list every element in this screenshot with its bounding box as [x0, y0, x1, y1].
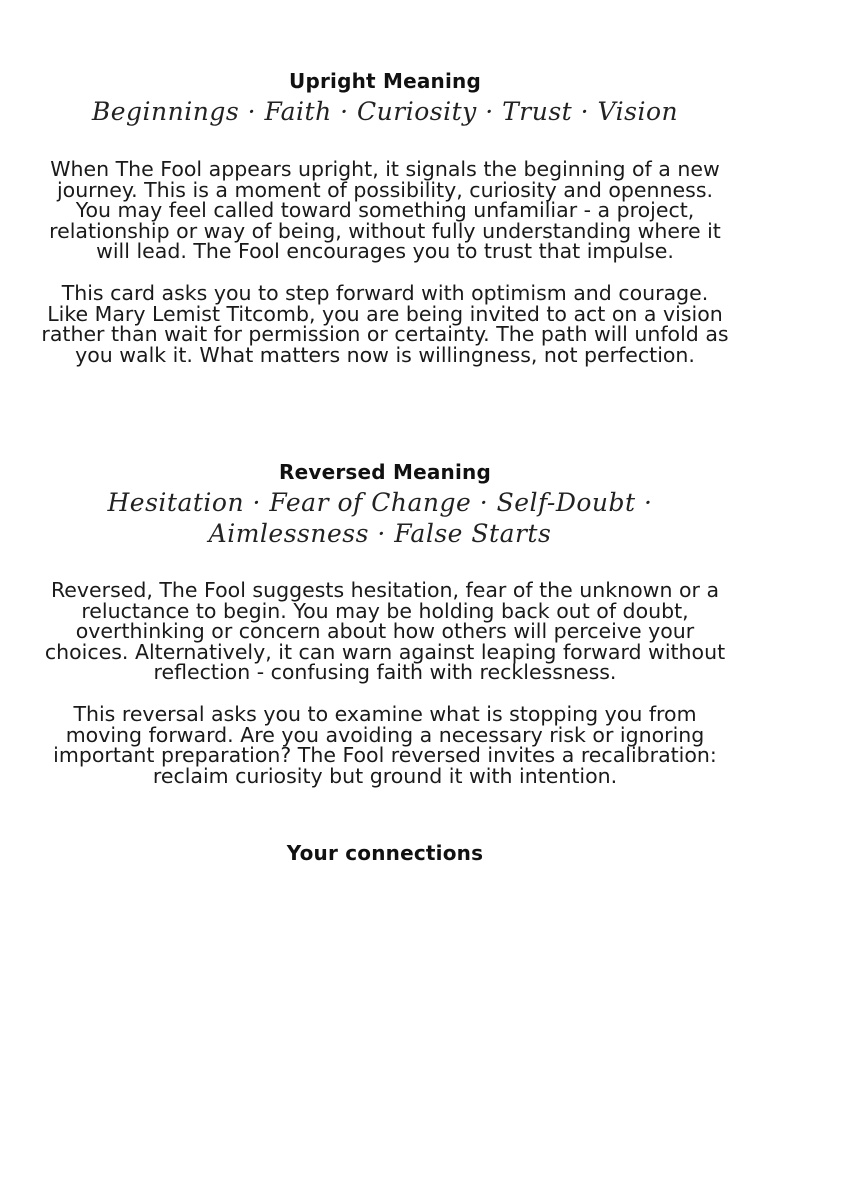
reversed-heading: Reversed Meaning — [279, 460, 491, 484]
reversed-paragraph-1: Reversed, The Fool suggests hesitation, fear of the unknown or a reluctance to begin. You may be holding back out of doubt, overthinking or concern about how others will perceive your choices. Alternatively, it can warn against leaping forward without reflection - confusing faith with recklessness. — [44, 578, 726, 685]
reversed-paragraph-2: This reversal asks you to examine what is stopping you from moving forward. Are you avoiding a necessary risk or ignoring important preparation? The Fool reversed invites a recalibration: reclaim curiosity but ground it with intention. — [53, 701, 717, 788]
reversed-keywords: Hesitation · Fear of Change · Self-Doubt · Aimlessness · False Starts — [107, 488, 653, 548]
connections-heading: Your connections — [286, 841, 484, 865]
upright-section — [40, 68, 730, 365]
upright-paragraph-1: When The Fool appears upright, it signals the beginning of a new journey. This is a moment of possibility, curiosity and openness. You may feel called toward something unfamiliar - a project, relationship or way of being, without fully understanding where it will lead. The Fool encourages you to trust that impulse. — [49, 157, 721, 264]
connections-section — [40, 840, 730, 866]
upright-keywords: Beginnings · Faith · Curiosity · Trust · Vision — [91, 97, 679, 126]
reversed-section — [40, 459, 730, 786]
upright-paragraph-2: This card asks you to step forward with optimism and courage. Like Mary Lemist Titcomb, you are being invited to act on a vision rather than wait for permission or certainty. The path will unfold as you walk it. What matters now is willingness, not perfection. — [41, 280, 729, 367]
upright-heading: Upright Meaning — [289, 69, 481, 93]
